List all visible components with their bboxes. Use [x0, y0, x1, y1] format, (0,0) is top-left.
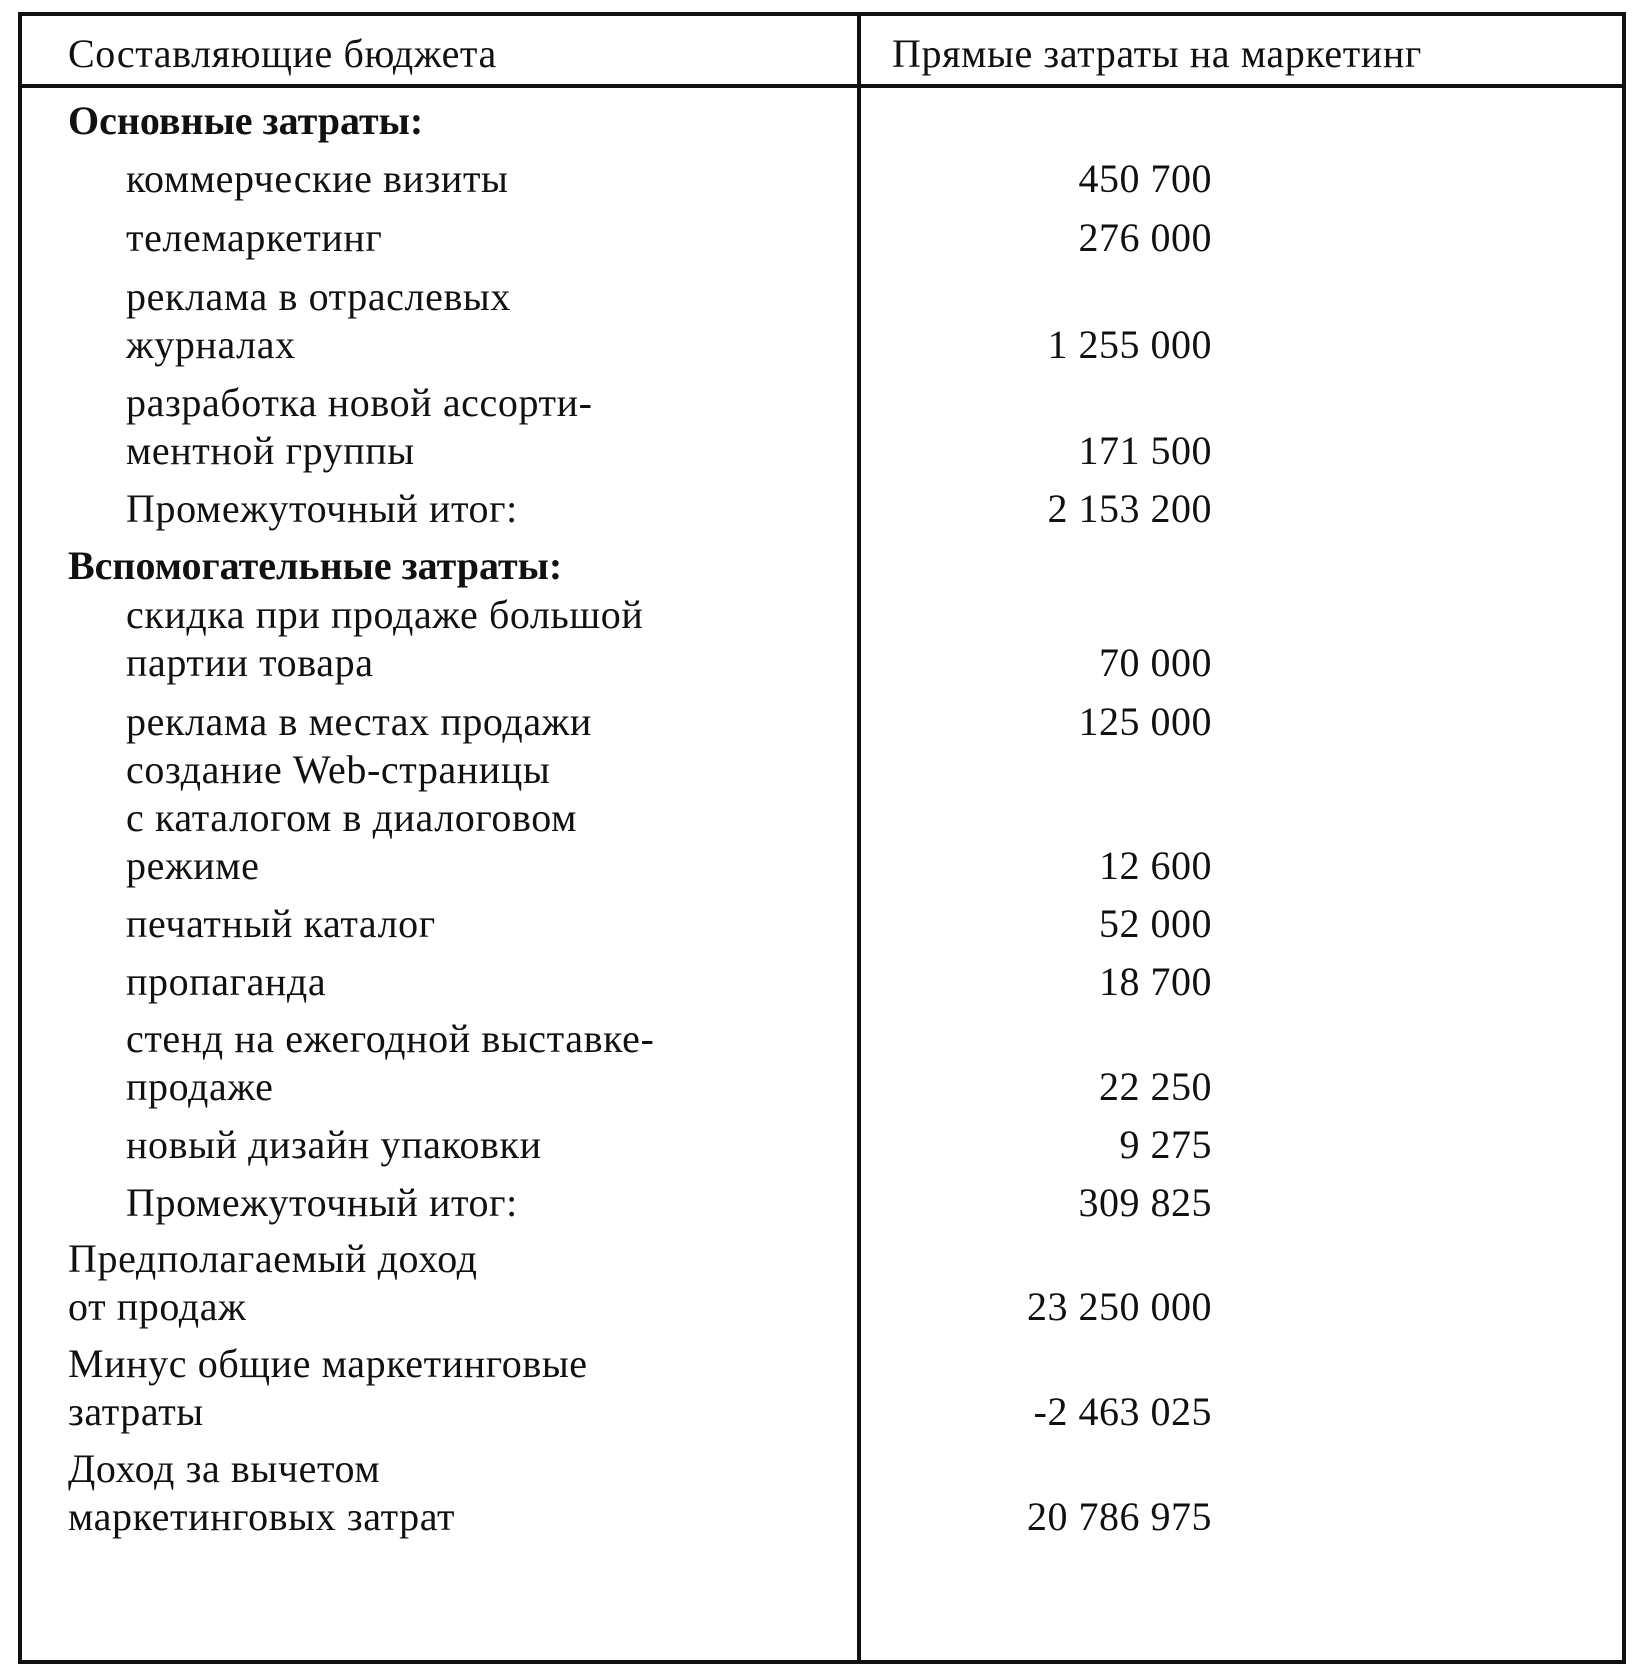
- item-value: 52 000: [1099, 901, 1212, 946]
- subtotal-label: Промежуточный итог:: [126, 486, 518, 531]
- item-label-continued: журналах: [126, 322, 296, 367]
- item-label-continued: партии товара: [126, 640, 374, 685]
- total-label-continued: от продаж: [68, 1284, 247, 1329]
- item-label-continued: режиме: [126, 843, 260, 888]
- item-label-continued: продаже: [126, 1064, 274, 1109]
- item-label: печатный каталог: [126, 901, 436, 946]
- subtotal-value: 2 153 200: [1047, 486, 1212, 531]
- item-label: телемаркетинг: [126, 215, 383, 260]
- item-label-continued: ментной группы: [126, 428, 415, 473]
- item-value: 1 255 000: [1047, 322, 1212, 367]
- item-label: пропаганда: [126, 959, 327, 1004]
- subtotal-value: 309 825: [1078, 1180, 1212, 1225]
- header-direct-marketing-costs: Прямые затраты на маркетинг: [892, 31, 1422, 76]
- item-value: 276 000: [1078, 215, 1212, 260]
- total-label: Предполагаемый доход: [68, 1236, 478, 1281]
- item-label-continued: с каталогом в диалоговом: [126, 795, 577, 840]
- section-main-costs: Основные затраты:: [68, 98, 424, 143]
- item-label: скидка при продаже большой: [126, 592, 644, 637]
- total-value: 20 786 975: [1027, 1494, 1212, 1539]
- header-budget-components: Составляющие бюджета: [68, 31, 497, 76]
- total-label: Минус общие маркетинговые: [68, 1341, 588, 1386]
- subtotal-label: Промежуточный итог:: [126, 1180, 518, 1225]
- item-label: создание Web-страницы: [126, 747, 551, 792]
- total-label: Доход за вычетом: [68, 1446, 381, 1491]
- total-value: -2 463 025: [1033, 1389, 1212, 1434]
- item-value: 9 275: [1119, 1122, 1212, 1167]
- item-value: 171 500: [1078, 428, 1212, 473]
- item-label: новый дизайн упаковки: [126, 1122, 542, 1167]
- item-value: 70 000: [1099, 640, 1212, 685]
- item-label: реклама в отраслевых: [126, 274, 512, 319]
- header-divider: [22, 84, 1622, 88]
- budget-table: [18, 12, 1626, 1664]
- column-divider: [857, 16, 861, 1660]
- item-value: 12 600: [1099, 843, 1212, 888]
- item-label: разработка новой ассорти-: [126, 380, 593, 425]
- item-value: 450 700: [1078, 156, 1212, 201]
- item-label: коммерческие визиты: [126, 156, 509, 201]
- total-value: 23 250 000: [1027, 1284, 1212, 1329]
- total-label-continued: маркетинговых затрат: [68, 1494, 456, 1539]
- item-value: 125 000: [1078, 699, 1212, 744]
- item-value: 22 250: [1099, 1064, 1212, 1109]
- item-label: стенд на ежегодной выставке-: [126, 1016, 655, 1061]
- section-aux-costs: Вспомогательные затраты:: [68, 543, 563, 588]
- total-label-continued: затраты: [68, 1389, 204, 1434]
- item-label: реклама в местах продажи: [126, 699, 592, 744]
- item-value: 18 700: [1099, 959, 1212, 1004]
